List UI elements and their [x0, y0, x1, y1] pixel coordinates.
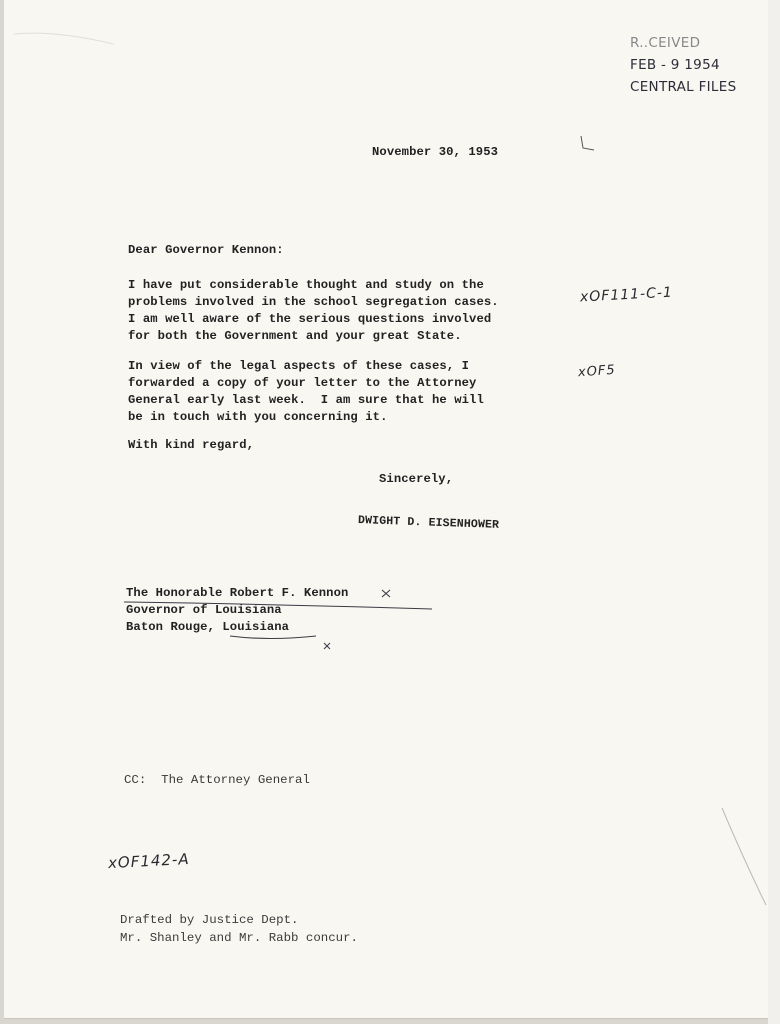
pen-x-mark	[324, 643, 330, 649]
paragraph-2-line: be in touch with you concerning it.	[128, 410, 388, 424]
pen-underline-louisiana	[230, 636, 316, 639]
drafted-note	[120, 911, 358, 947]
paragraph-1	[128, 277, 499, 345]
paragraph-1-line: I have put considerable thought and study on the	[128, 278, 484, 292]
paragraph-1-line: problems involved in the school segregation cases.	[128, 295, 499, 309]
paper-crease	[14, 33, 114, 44]
letter-date: November 30, 1953	[372, 145, 499, 159]
stamp-central-files-line: CENTRAL FILES	[630, 79, 737, 95]
address-line: The Honorable Robert F. Kennon	[126, 586, 349, 600]
received-stamp	[630, 32, 736, 98]
paragraph-2	[128, 358, 484, 426]
stamp-received-line: R..CEIVED	[630, 35, 701, 51]
stamp-date-line: FEB - 9 1954	[630, 57, 720, 73]
paragraph-2-line: forwarded a copy of your letter to the Attorney	[128, 376, 477, 390]
sincerely: Sincerely,	[379, 472, 454, 486]
drafted-line: Drafted by Justice Dept.	[120, 913, 299, 927]
signature: DWIGHT D. EISENHOWER	[357, 514, 500, 532]
salutation: Dear Governor Kennon:	[128, 243, 284, 257]
recipient-address	[126, 585, 348, 636]
letter-page	[4, 0, 768, 1018]
paragraph-1-line: for both the Government and your great State.	[128, 329, 462, 343]
closing: With kind regard,	[128, 438, 255, 452]
paragraph-2-line: General early last week. I am sure that he will	[128, 393, 484, 407]
cc-line: CC: The Attorney General	[124, 773, 310, 787]
paragraph-1-line: I am well aware of the serious questions involved	[128, 312, 492, 326]
page-edge	[768, 0, 780, 1024]
pen-tick	[581, 136, 594, 150]
handwritten-file-note: xOF142-A	[107, 849, 191, 873]
pen-x-mark	[382, 590, 390, 597]
drafted-line: Mr. Shanley and Mr. Rabb concur.	[120, 931, 358, 945]
paper-crease	[722, 808, 766, 905]
handwritten-file-note: xOF5	[577, 362, 617, 381]
address-line: Governor of Louisiana	[126, 603, 282, 617]
handwritten-file-note: xOF111-C-1	[579, 284, 674, 306]
paragraph-2-line: In view of the legal aspects of these cases, I	[128, 359, 470, 373]
address-line: Baton Rouge, Louisiana	[126, 620, 290, 634]
